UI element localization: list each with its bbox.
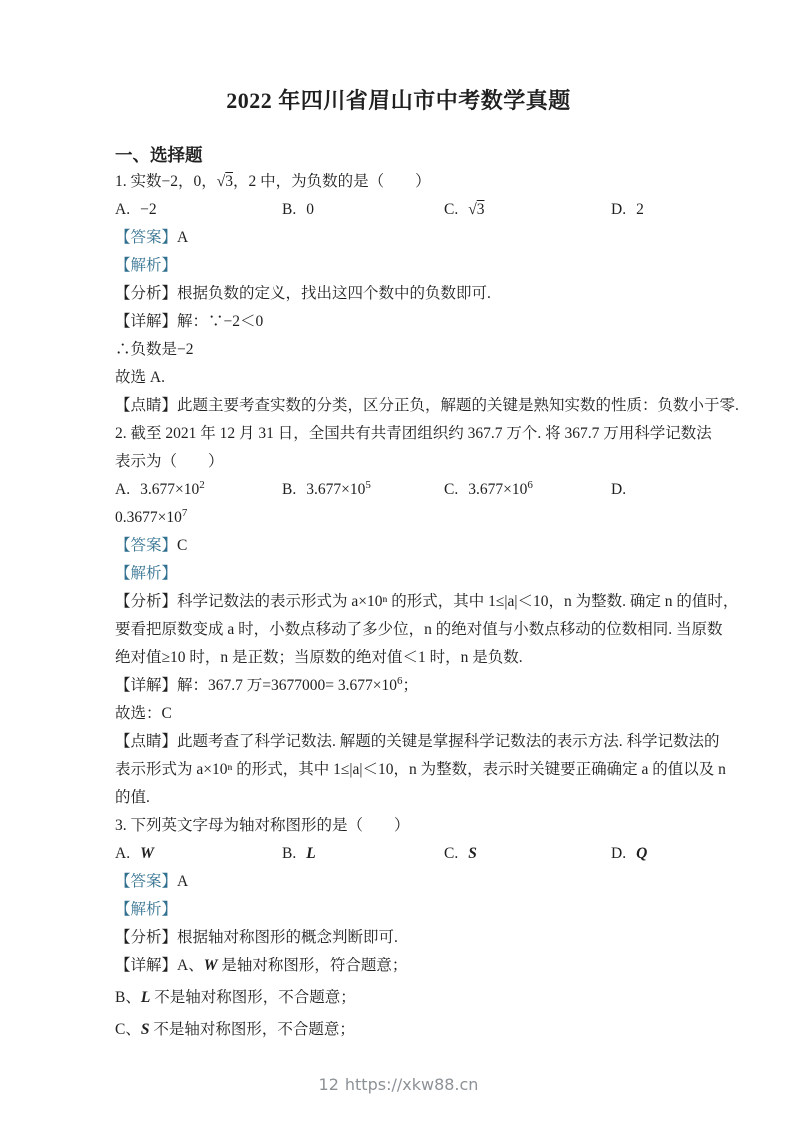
q3-option-b (282, 840, 444, 868)
question-2-options (115, 476, 682, 504)
q2-option-c-exponent: 6 (527, 478, 533, 491)
q2-detail (115, 672, 682, 700)
q1-detail-2: ∴负数是−2 (115, 341, 194, 358)
q2-answer-value: C (177, 537, 188, 554)
q1-option-d-value: 2 (636, 201, 644, 218)
q2-analysis-line-1: 【分析】科学记数法的表示形式为 a×10ⁿ 的形式，其中 1≤|a|＜10，n 为整数. 确定 n 的值时， (115, 593, 739, 610)
q1-option-c-radicand: 3 (476, 201, 485, 218)
q1-option-a-label: A. (115, 201, 131, 218)
q2-option-c-value: 3.677×10 (468, 481, 528, 498)
q3-option-a-value: W (140, 845, 154, 862)
q1-option-c (444, 196, 611, 224)
q3-detail-c (115, 1016, 682, 1044)
q2-analysis-line-2: 要看把原数变成 a 时，小数点移动了多少位，n 的绝对值与小数点移动的位数相同. 当原数 (115, 621, 723, 638)
q2-detail-pre: 【详解】解：367.7 万=3677000= 3.677×10 (115, 677, 397, 694)
q2-detail-exponent: 6 (396, 674, 403, 687)
q3-detail-b-post: 不是轴对称图形，不合题意； (150, 989, 356, 1006)
q2-option-a (115, 476, 282, 504)
q3-option-b-value: L (306, 845, 316, 862)
q3-option-a-label: A. (115, 845, 131, 862)
q2-analysis-line-3: 绝对值≥10 时，n 是正数；当原数的绝对值＜1 时，n 是负数. (115, 649, 523, 666)
q3-detail-a-letter: W (203, 957, 218, 974)
answer-label: 【答案】 (115, 537, 178, 554)
page-number: 12 (318, 1075, 339, 1094)
q2-option-d (611, 476, 682, 504)
answer-label: 【答案】 (115, 229, 178, 246)
q3-option-b-label: B. (282, 845, 297, 862)
q2-option-b-exponent: 5 (365, 478, 371, 491)
q1-option-a (115, 196, 282, 224)
question-2-stem-line-2: 表示为（ ） (115, 453, 224, 470)
q1-option-b-value: 0 (306, 201, 314, 218)
q3-option-c-label: C. (444, 845, 459, 862)
q1-option-a-value: −2 (140, 201, 157, 218)
site-url: https://xkw88.cn (344, 1075, 479, 1094)
q3-explain-line (115, 896, 682, 924)
answer-label: 【答案】 (115, 873, 178, 890)
q3-option-d-label: D. (611, 845, 627, 862)
q1-answer-line (115, 224, 682, 252)
page-title: 2022 年四川省眉山市中考数学真题 (226, 88, 571, 113)
page-footer (115, 1074, 682, 1096)
question-2-stem-line-1: 2. 截至 2021 年 12 月 31 日，全国共有共青团组织约 367.7 万个. 将 367.7 万用科学记数法 (115, 425, 712, 442)
q2-note-line-1: 【点睛】此题考查了科学记数法. 解题的关键是掌握科学记数法的表示方法. 科学记数法的 (115, 733, 720, 750)
q3-answer-value: A (177, 873, 189, 890)
q3-option-d (611, 840, 682, 868)
q1-stem-radicand: 3 (225, 173, 234, 190)
q1-analysis: 【分析】根据负数的定义，找出这四个数中的负数即可. (115, 285, 491, 302)
q3-detail-a-pre: 【详解】A、 (115, 957, 204, 974)
q1-option-b-label: B. (282, 201, 297, 218)
q2-explain-line (115, 560, 682, 588)
q2-note-line-2: 表示形式为 a×10ⁿ 的形式，其中 1≤|a|＜10，n 为整数，表示时关键要正确确定 a 的值以及 n (115, 761, 726, 778)
q1-stem-post: ，2 中，为负数的是（ ） (233, 173, 431, 190)
q3-detail-a (115, 952, 682, 980)
q3-option-c (444, 840, 611, 868)
q1-detail-1: 【详解】解：∵−2＜0 (115, 313, 264, 330)
q1-stem-pre: 1. 实数−2，0， (115, 173, 217, 190)
q1-option-c-label: C. (444, 201, 459, 218)
q2-option-c (444, 476, 611, 504)
q2-option-a-value: 3.677×10 (140, 481, 200, 498)
q3-detail-c-post: 不是轴对称图形，不合题意； (149, 1021, 355, 1038)
q2-answer-line (115, 532, 682, 560)
q2-option-b-label: B. (282, 481, 297, 498)
question-3-options (115, 840, 682, 868)
q3-detail-b (115, 984, 682, 1012)
q2-option-d-value-wrapped (115, 504, 682, 532)
q2-note-line-3: 的值. (115, 789, 150, 806)
q2-conclusion: 故选：C (115, 705, 172, 722)
q3-answer-line (115, 868, 682, 896)
explain-label: 【解析】 (115, 901, 178, 918)
q3-option-d-value: Q (636, 845, 648, 862)
q2-option-c-label: C. (444, 481, 459, 498)
q3-analysis: 【分析】根据轴对称图形的概念判断即可. (115, 929, 398, 946)
q1-answer-value: A (177, 229, 189, 246)
q2-option-d-exponent: 7 (181, 506, 188, 519)
sqrt-radical-icon: √ (468, 201, 477, 218)
q2-option-b (282, 476, 444, 504)
q2-option-a-exponent: 2 (199, 478, 205, 491)
q2-option-d-label: D. (611, 481, 627, 498)
q3-detail-a-post: 是轴对称图形，符合题意； (217, 957, 408, 974)
question-1-options (115, 196, 682, 224)
q1-note: 【点睛】此题主要考查实数的分类，区分正负，解题的关键是熟知实数的性质：负数小于零. (115, 397, 739, 414)
explain-label: 【解析】 (115, 257, 178, 274)
section-header: 一、选择题 (115, 145, 203, 165)
q1-option-d (611, 196, 682, 224)
explain-label: 【解析】 (115, 565, 178, 582)
q3-detail-c-pre: C、 (115, 1021, 141, 1038)
q3-detail-b-pre: B、 (115, 989, 141, 1006)
q1-option-b (282, 196, 444, 224)
q2-option-b-value: 3.677×10 (306, 481, 366, 498)
question-1-stem (115, 168, 682, 196)
question-3-stem: 3. 下列英文字母为轴对称图形的是（ ） (115, 817, 410, 834)
q3-detail-b-letter: L (140, 989, 151, 1006)
q3-option-c-value: S (468, 845, 477, 862)
sqrt-radical-icon: √ (216, 173, 226, 190)
q2-option-d-value: 0.3677×10 (115, 509, 182, 526)
q2-detail-post: ； (402, 677, 418, 694)
q2-option-a-label: A. (115, 481, 131, 498)
q3-detail-c-letter: S (140, 1021, 150, 1038)
q1-conclusion: 故选 A. (115, 369, 165, 386)
q3-option-a (115, 840, 282, 868)
q1-explain-line (115, 252, 682, 280)
q1-option-d-label: D. (611, 201, 627, 218)
